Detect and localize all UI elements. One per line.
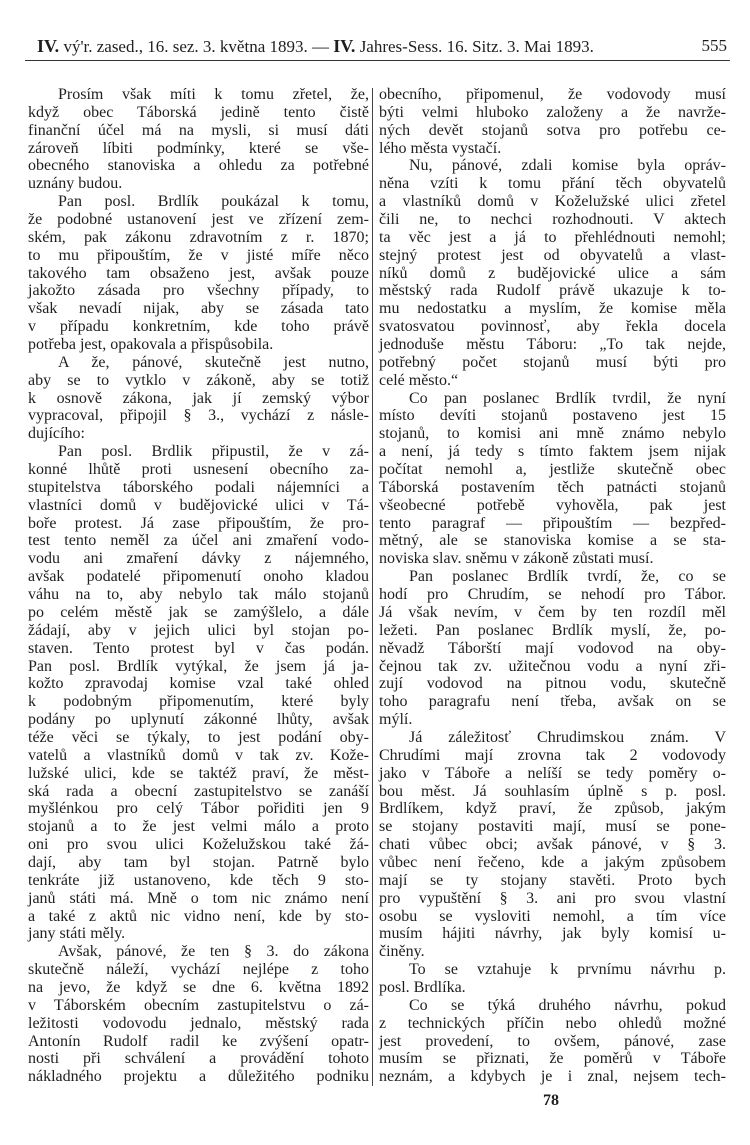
text-line: místo devíti stojanů postaveno jest 15 [379,407,726,425]
text-line: noviska slav. sněmu v zákoně zůstati musí. [379,550,654,568]
text-line: vypracoval, připojil § 3., vychází z násle- [28,407,369,425]
left-column [28,86,369,1086]
text-line: staven. Tento protest byl v čas podán. [28,639,369,657]
text-line: potřeba jest, opakovala a přispůsobila. [28,336,274,354]
header-title [37,36,594,57]
text-line: jany státi měly. [28,925,126,943]
text-line: jest provedení, to ovšem, pánové, zase [379,1032,726,1050]
text-line: Pan posl. Brdlík poukázal k tomu, [58,193,369,211]
text-line: čejnou tak zv. užitečnou vodu a nyní zři- [379,657,726,675]
text-line: svatosvatou povinnosť, aby řekla docela [379,318,726,336]
text-line: Pan posl. Brdlík vytýkal, že jsem já ja- [28,657,369,675]
text-line: vatelů a vlastníků domů v tak zv. Kože- [28,746,369,764]
text-line: to mu připouštím, že v jisté míře něco [28,246,369,264]
text-line: žádají, aby v jejich ulici byl stojan po- [28,621,369,639]
text-line: dají, aby tam byl stojan. Patrně bylo [28,853,369,871]
text-line: jakožto zásada pro všechny případy, to [28,282,369,300]
text-line: finanční účel má na mysli, si musí dáti [28,121,369,139]
text-line: stojanů a to že jest velmi málo a proto [28,818,369,836]
text-line: Prosím však míti k tomu zřetel, že, [58,86,369,103]
text-line: Nu, pánové, zdali komise byla opráv- [409,157,726,175]
text-line: se stojany postaviti mají, musí se pone- [379,818,726,836]
text-line: v případu konkretním, kde toho právě [28,318,369,336]
text-line: mu nedostatku a myslím, že komise měla [379,300,726,318]
text-line: a vlastníků domů v Koželužské ulici zřetel [379,193,726,211]
text-line: ležitosti vodovodu jednalo, městský rada [28,1014,369,1032]
text-line: Já však nevím, v čem by ten rozdíl měl [379,603,726,621]
text-line: Já záležitosť Chrudimskou znám. V [409,728,726,746]
text-line: dujícího: [28,425,85,443]
text-line: posl. Brdlíka. [379,978,466,996]
text-line: aby se to vytklo v zákoně, aby se totiž [28,371,369,389]
running-header [37,36,727,58]
right-column [379,86,726,1086]
text-line: test tento neměl za účel ani zmaření vodo- [28,532,369,550]
text-line: takového tam obsaženo jest, avšak pouze [28,264,369,282]
text-line: ském, pak zákonu zdravotním z r. 1870; [28,228,369,246]
text-line: stupitelstva táborského podali nájemníci a [28,478,369,496]
text-line: musím se přiznati, že poměrů v Táboře [379,1050,726,1068]
text-line: a také z aktů nic vidno není, kde by sto- [28,907,369,925]
text-line: však nevadí nijak, aby se zásada tato [28,300,369,318]
text-line: ská rada a obecní zastupitelstvo se zanáší [28,782,369,800]
text-line: vodu ani zmaření dávky z nájemného, [28,550,369,568]
signature-mark: 78 [543,1092,559,1109]
text-line: váhu na to, aby nebylo tak málo stojanů [28,586,369,604]
text-line: že podobné ustanovení jest ve zřízení zem- [28,211,369,229]
text-line: býti velmi hluboko založeny a že navrže- [379,103,726,121]
text-line: celé město.“ [379,371,459,389]
text-line: níků domů z budějovické ulice a sám [379,264,726,282]
text-line: všeobecné potřebě vyhověla, pak jest [379,496,726,514]
text-line: nákladného projektu a důležitého podniku [28,1068,369,1086]
text-line: Avšak, pánové, že ten § 3. do zákona [58,943,369,961]
text-line: podány po uplynutí zákonné lhůty, avšak [28,711,369,729]
text-line: když obec Táborská jedině tento čistě [28,103,369,121]
column-divider [372,88,373,1086]
text-line: bou měst. Já souhlasím úplně s p. posl. [379,782,726,800]
text-line: něna vzíti k tomu přání těch obyvatelů [379,175,726,193]
text-line: po celém městě jak se zamýšlelo, a dále [28,603,369,621]
text-line: mýlí. [379,711,413,729]
header-czech-roman: IV. [37,36,60,56]
text-line: činěny. [379,943,425,961]
text-line: oni pro svou ulici Koželužskou také žá- [28,836,369,854]
text-line: lužské ulici, kde se taktéž praví, že měst- [28,764,369,782]
text-line: mají se ty stojany stavěti. Proto bych [379,871,726,889]
text-line: musím hájiti návrhy, jak byly komisí u- [379,925,726,943]
text-line: Chrudími mají zrovna tak 2 vodovody [379,746,726,764]
text-line: janů státi má. Mně o tom nic známo není [28,889,369,907]
text-line: něvadž Táborští mají vodovod na oby- [379,639,726,657]
text-line: boře protest. Já zase připouštím, že pro- [28,514,369,532]
text-line: k podobným připomenutím, které byly [28,693,369,711]
text-line: Co se týká druhého návrhu, pokud [409,996,726,1014]
text-line: kožto zpravodaj komise vzal také ohled [28,675,369,693]
text-line: stejný protest jest od obyvatelů a vlast- [379,246,726,264]
text-line: vlastníci domů v budějovické ulici v Tá- [28,496,369,514]
text-line: stojanů, to komisi ani mně známo nebylo [379,425,726,443]
text-line: nosti při schválení a provádění tohoto [28,1050,369,1068]
header-rule [25,60,730,61]
text-line: Brdlíkem, když praví, že způsob, jakým [379,800,726,818]
text-line: chati vůbec obci; avšak pánové, v § 3. [379,836,726,854]
header-german-text: Jahres-Sess. 16. Sitz. 3. Mai 1893. [359,37,594,56]
text-line: městský rada Rudolf právě ukazuje k to- [379,282,726,300]
text-line: tento paragraf — připouštím — bezpřed- [379,514,726,532]
text-line: Pan poslanec Brdlík tvrdí, že, co se [409,568,726,586]
text-line: jednoduše městu Táboru: „To tak nejde, [379,336,726,354]
text-line: k osnově zákona, jak jí zemský výbor [28,389,369,407]
text-line: lého města vystačí. [379,139,502,157]
text-line: skutečně náleží, vychází nejlépe z toho [28,961,369,979]
text-line: neznám, a kdybych je i znal, nejsem tech- [379,1068,726,1086]
text-line: Táborská postavením těch patnácti stojanů [379,478,726,496]
text-line: hodí pro Chrudím, se nehodí pro Tábor. [379,586,726,604]
text-line: uznány budou. [28,175,123,193]
text-line: jako v Táboře a nelíší se tedy poměry o- [379,764,726,782]
page-number: 555 [701,36,727,55]
text-line: čili ne, to nechci rozhodnouti. V aktech [379,211,726,229]
text-line: Pan posl. Brdlik připustil, že v zá- [58,443,369,461]
text-line: na jevo, že když se dne 6. května 1892 [28,978,369,996]
text-line: To se vztahuje k prvnímu návrhu p. [409,961,726,979]
text-line: počítat nemohl a, jestliže skutečně obec [379,461,726,479]
text-line: z technických příčin nebo ohledů možné [379,1014,726,1032]
text-line: potřebný počet stojanů musí býti pro [379,353,726,371]
text-line: avšak podatelé připomenutí onoho kladou [28,568,369,586]
text-line: Co pan poslanec Brdlík tvrdil, že nyní [409,389,726,407]
text-line: Antonín Rudolf radil ke zvýšení opatr- [28,1032,369,1050]
text-line: a není, já tedy s tímto faktem jsem nijak [379,443,726,461]
text-line: obecného stanoviska a ohledu za potřebné [28,157,369,175]
header-czech-text: vý'r. zased., 16. sez. 3. května 1893. — [63,37,329,56]
text-line: osobu se vysloviti nemohl, a tím více [379,907,726,925]
text-line: téže věci se týkaly, to jest podání oby- [28,728,369,746]
text-line: toho paragrafu není třeba, avšak on se [379,693,726,711]
text-line: vůbec není řečeno, kde a jakým způsobem [379,853,726,871]
text-line: ta věc jest a já to přehlédnouti nemohl; [379,228,726,246]
text-line: zují vodovod na pitnou vodu, skutečně [379,675,726,693]
text-line: pro vypuštění § 3. ani pro svou vlastní [379,889,726,907]
text-line: obecního, připomenul, že vodovody musí [379,86,726,103]
header-german-roman: IV. [333,36,356,56]
text-line: myšlénkou pro celý Tábor pořiditi jen 9 [28,800,369,818]
text-line: mětný, ale se stanoviska komise a se sta- [379,532,726,550]
text-line: zároveň líbiti podmínky, které se vše- [28,139,369,157]
text-line: ležeti. Pan poslanec Brdlík myslí, že, po- [379,621,726,639]
text-line: konné lhůtě proti usnesení obecního za- [28,461,369,479]
text-line: A že, pánové, skutečně jest nutno, [58,353,369,371]
text-line: v Táborském obecním zastupitelstvu o zá- [28,996,369,1014]
text-line: tenkráte již ustanoveno, kde těch 9 sto- [28,871,369,889]
text-line: ných devět stojanů sotva pro potřebu ce- [379,121,726,139]
